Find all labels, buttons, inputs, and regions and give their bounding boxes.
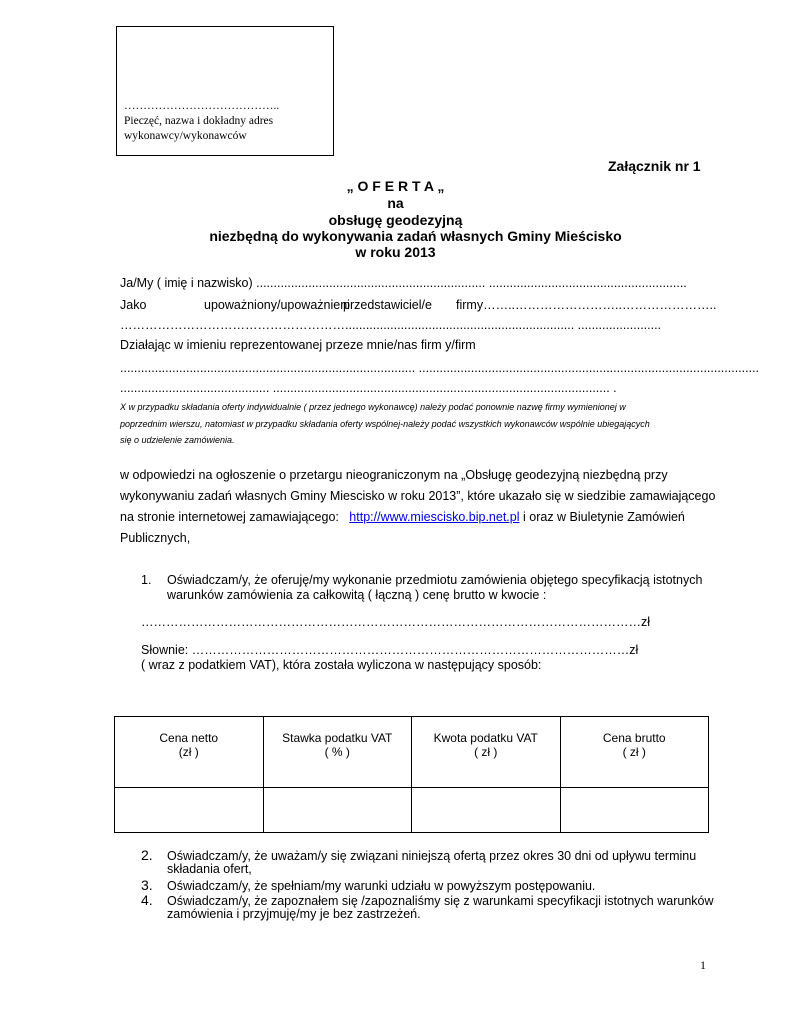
cena-netto-cell[interactable] — [115, 788, 264, 833]
dots-line3: ........................................... ................................................................................................. . — [120, 381, 617, 395]
note-line3: się o udzielenie zamówienia. — [120, 435, 235, 445]
cena-brutto-cell[interactable] — [560, 788, 709, 833]
header-label: Stawka podatku VAT — [282, 731, 393, 745]
title-line3: obsługę geodezyjną — [328, 212, 463, 228]
header-cena-netto — [115, 717, 264, 788]
header-label: Cena netto — [159, 731, 219, 745]
przedstawiciel-label: przedstawiciel/e — [343, 298, 432, 312]
stawka-vat-cell[interactable] — [263, 788, 412, 833]
item-number: 3. — [141, 877, 153, 893]
stamp-label-line2: wykonawcy/wykonawców — [124, 130, 247, 142]
acting-label: Działając w imieniu reprezentowanej przeze mnie/nas firm y/firm — [120, 338, 476, 352]
header-label: Cena brutto — [602, 731, 666, 745]
paragraph-line3-suffix: i oraz w Biuletynie Zamówień — [523, 510, 685, 524]
note-line1: X w przypadku składania oferty indywidualnie ( przez jednego wykonawcę) należy podać ponownie nazwę firmy wymienionej w — [120, 402, 626, 412]
list-item — [141, 892, 714, 908]
paragraph-line1: w odpowiedzi na ogłoszenie o przetargu nieograniczonym na „Obsługę geodezyjną niezbędną przy — [120, 468, 668, 482]
list-item — [141, 877, 595, 893]
header-unit: ( zł ) — [622, 745, 646, 759]
dots-line1: ……………………………………………….................................................................. ........................ — [120, 318, 662, 332]
stamp-dots: ………………………………….. — [124, 100, 280, 112]
amount-field: …………………………………………………………………………………………………………zł — [141, 615, 651, 629]
jako-label: Jako — [120, 298, 147, 312]
item2-line2: składania ofert, — [167, 862, 252, 876]
price-table-header-row — [115, 717, 709, 788]
item-text: Oświadczam/y, że zapoznałem się /zapoznaliśmy się z warunkami specyfikacji istotnych warunków — [167, 894, 714, 908]
note-line2: poprzednim wierszu, natomiast w przypadku składania oferty wspólnej-należy podać wszystkich wykonawców wspólnie ubiegających — [120, 419, 650, 429]
paragraph-line2: wykonywaniu zadań własnych Gminy Miescisko w roku 2013”, które ukazało się w siedzibie zamawiającego — [120, 489, 716, 503]
name-field: Ja/My ( imię i nazwisko) .................................................................. ......................................................... — [120, 276, 687, 290]
bip-link[interactable]: http://www.miescisko.bip.net.pl — [349, 510, 520, 524]
price-table — [114, 716, 709, 833]
title-line2: na — [387, 195, 404, 211]
header-label: Kwota podatku VAT — [433, 731, 538, 745]
list-item — [141, 847, 696, 863]
paragraph-line3-prefix: na stronie internetowej zamawiającego: — [120, 510, 339, 524]
item-text: Oświadczam/y, że spełniam/my warunki udziału w powyższym postępowaniu. — [167, 879, 596, 893]
item-number: 4. — [141, 892, 153, 908]
title-line4: niezbędną do wykonywania zadań własnych Gminy Mieścisko — [209, 228, 622, 244]
header-kwota-vat — [412, 717, 561, 788]
paragraph-line3 — [120, 510, 685, 524]
firmy-field: firmy……..……………………..………………….. — [456, 298, 717, 312]
header-unit: (zł ) — [178, 745, 199, 759]
header-cena-brutto — [560, 717, 709, 788]
item4-line2: zamówienia i przyjmuję/my je bez zastrzeżeń. — [167, 907, 421, 921]
header-stawka-vat — [263, 717, 412, 788]
item1-line2: warunków zamówienia za całkowitą ( łączną ) cenę brutto w kwocie : — [167, 588, 547, 602]
title-line5: w roku 2013 — [355, 244, 436, 260]
item1-line1: Oświadczam/y, że oferuję/my wykonanie przedmiotu zamówienia objętego specyfikacją istotnych — [167, 573, 703, 587]
title-line1: „ O F E R T A „ — [346, 178, 445, 194]
upowazniony-label: upoważniony/upoważnieni — [204, 298, 350, 312]
item-number: 2. — [141, 847, 153, 863]
header-unit: ( % ) — [324, 745, 350, 759]
kwota-vat-cell[interactable] — [412, 788, 561, 833]
vat-note: ( wraz z podatkiem VAT), która została wyliczona w następujący sposób: — [141, 658, 542, 672]
item-text: Oświadczam/y, że uważam/y się związani niniejszą ofertą przez okres 30 dni od upływu terminu — [167, 849, 697, 863]
header-unit: ( zł ) — [474, 745, 498, 759]
page-number: 1 — [700, 958, 706, 972]
dots-line2: ..................................................................................... .................................................................................................. — [120, 361, 760, 375]
attachment-label: Załącznik nr 1 — [608, 158, 701, 174]
stamp-label-line1: Pieczęć, nazwa i dokładny adres — [124, 115, 274, 127]
item1-number: 1. — [141, 573, 152, 587]
price-table-input-row — [115, 788, 709, 833]
amount-words-field: Słownie: ……………………………………………………………………………………………zł — [141, 643, 639, 657]
paragraph-line4: Publicznych, — [120, 531, 191, 545]
